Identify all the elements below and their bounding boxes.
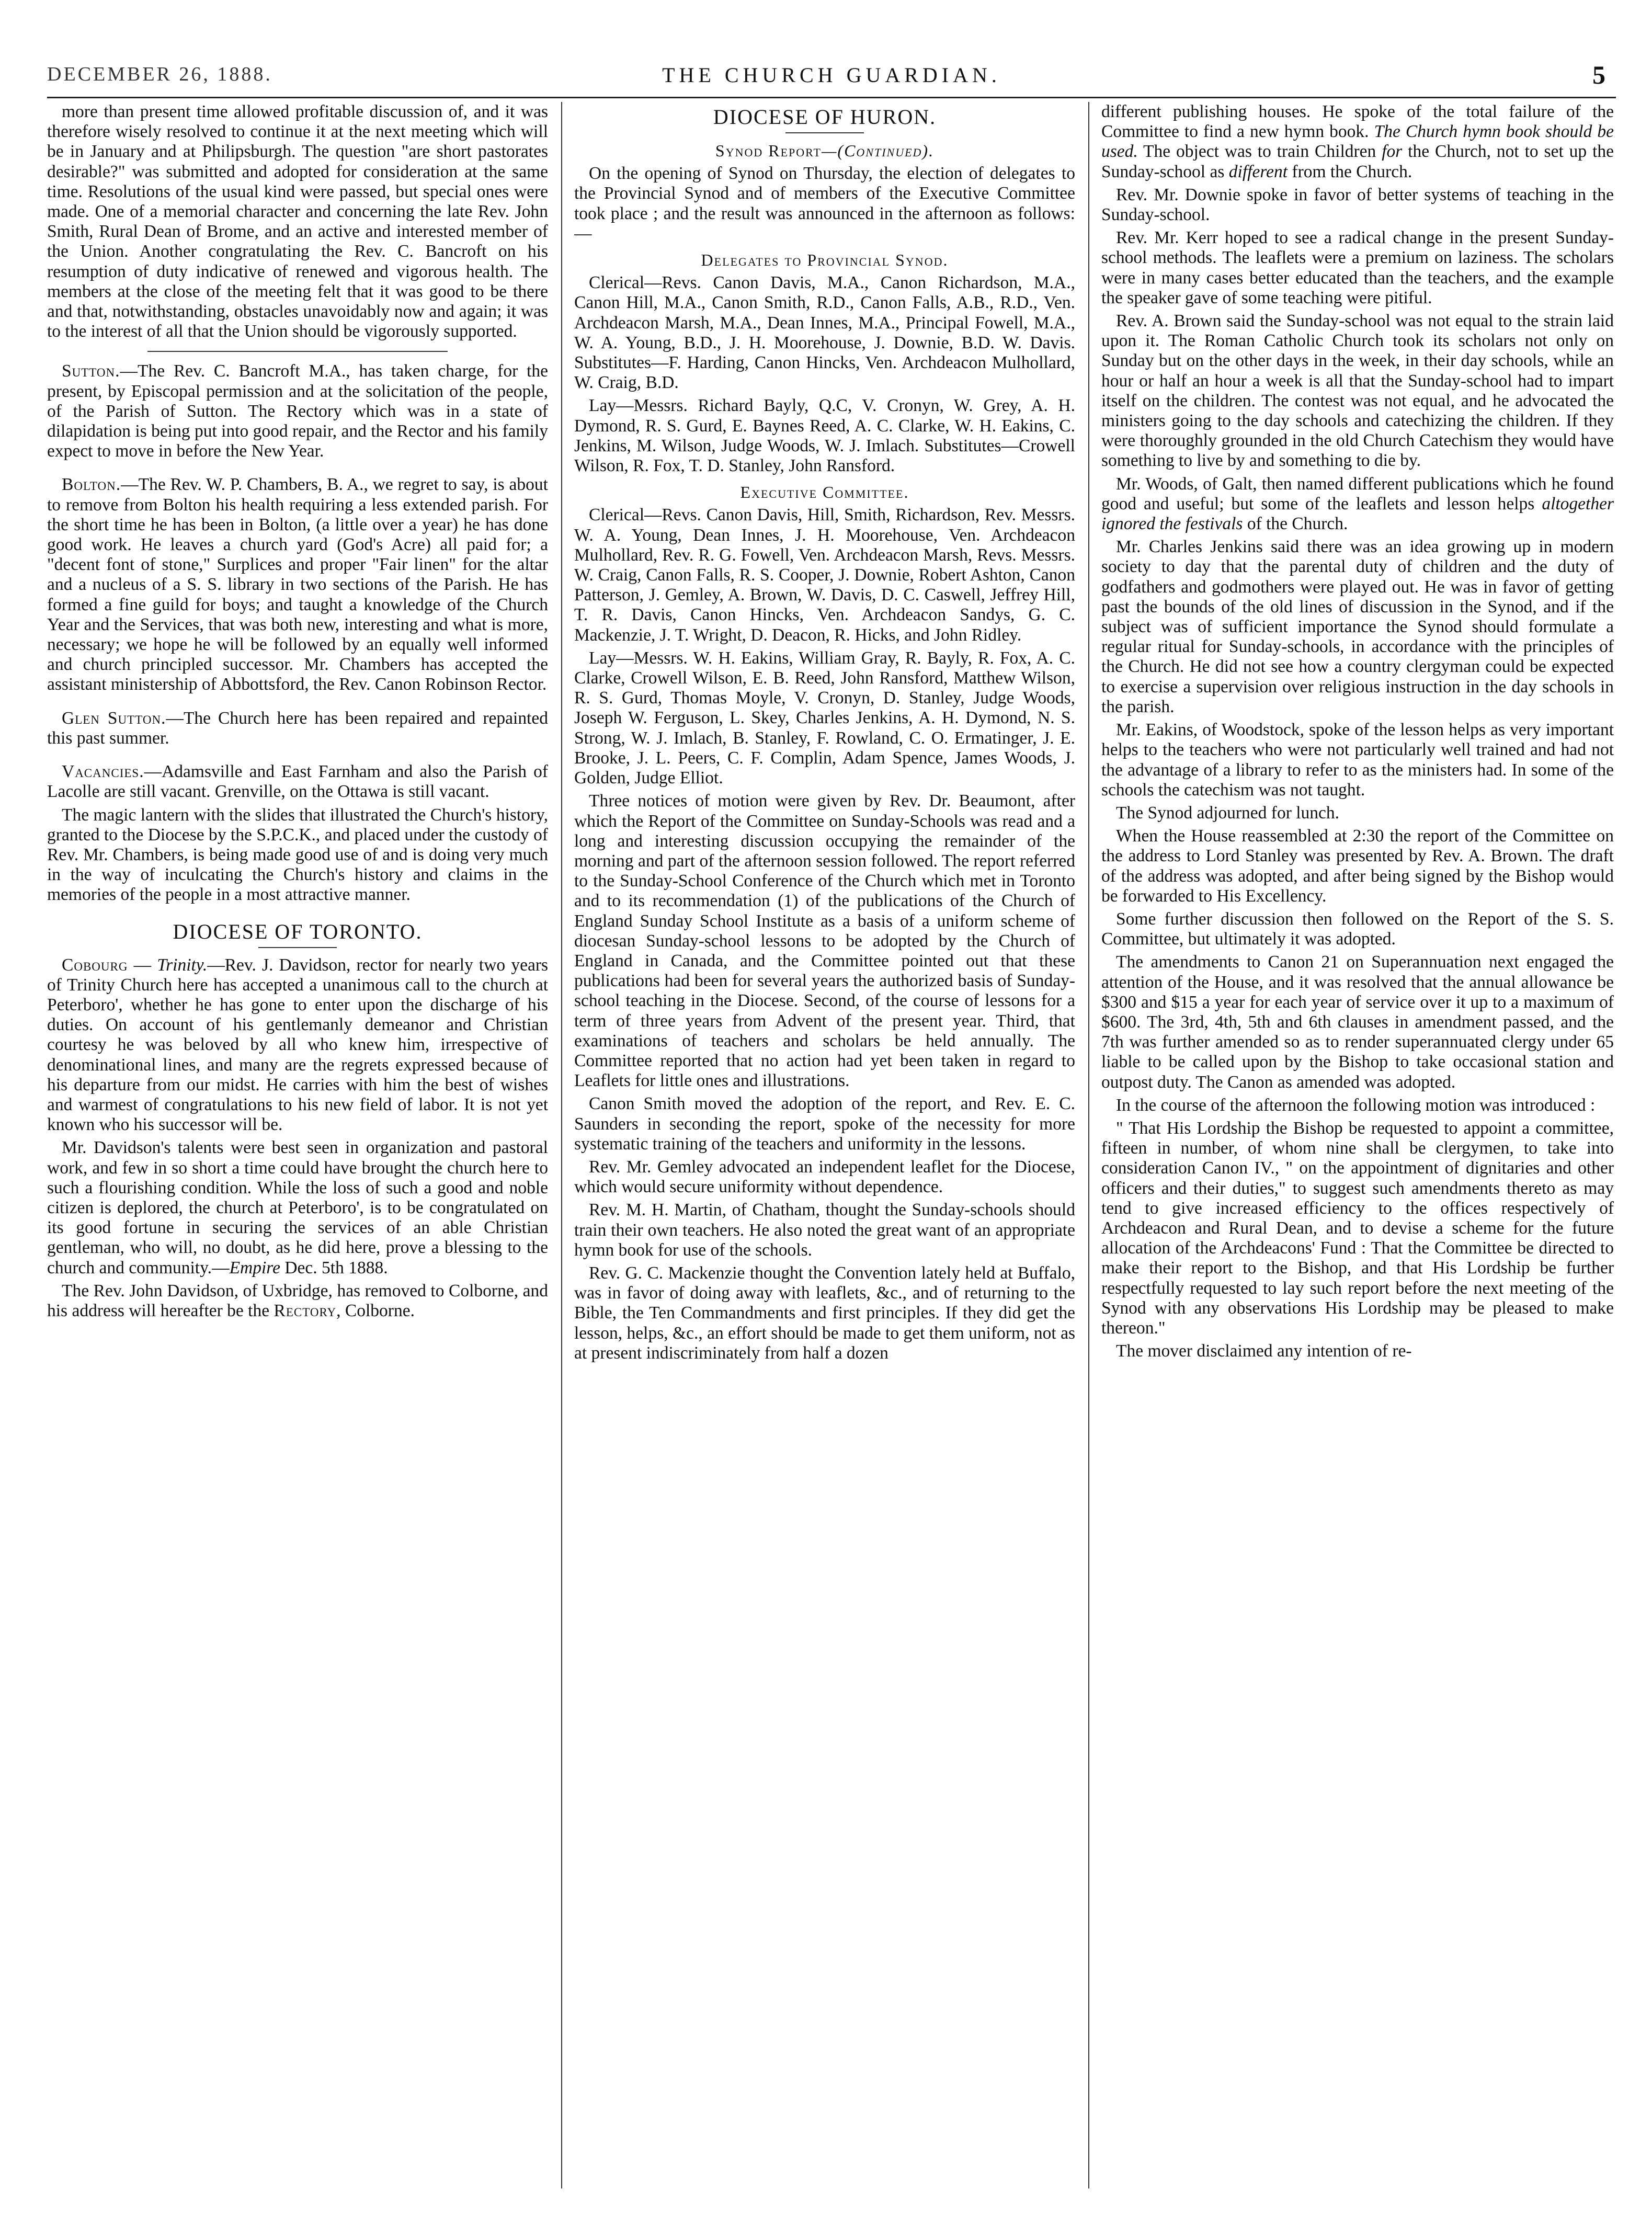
gemley-paragraph: Rev. Mr. Gemley advocated an independent leaflet for the Diocese, which would secure uniformity without dependence. [574, 1157, 1075, 1197]
eakins-paragraph: Mr. Eakins, of Woodstock, spoke of the lesson helps as very important helps to the teachers who were not particularly well trained and had not the advantage of a library to refer to as the ministers had. In some of the schools the catechism was not taught. [1101, 720, 1614, 800]
motion-paragraph: " That His Lordship the Bishop be requested to appoint a committee, fifteen in number, of whom nine shall be clergymen, to take into consideration Canon IV., " on the appointment of dignitaries and other officers and their duties," to suggest such amendments thereto as may tend to give increased efficiency to the offices respectively of Archdeacon and Rural Dean, and to devise a scheme for the future allocation of the Archdeacons' Fund : That the Committee be directed to make their report to the Bishop, and that His Lordship be further respectfully requested to lay such report before the next meeting of the Synod with any observations His Lordship may be pleased to make thereon." [1101, 1118, 1614, 1338]
section-title-huron: DIOCESE OF HURON. [713, 105, 937, 129]
item-heading: Bolton. [62, 475, 121, 495]
header-rule [47, 97, 1616, 98]
lantern-paragraph: The magic lantern with the slides that illustrated the Church's history, granted to the Diocese by the S.P.C.K., and placed under the custody of Rev. Mr. Chambers, is being made good use of and is doing very much in the way of inculcating the Church's history and claims in the memories of the people in a most attractive manner. [47, 805, 548, 905]
emphasis-text: altogether ignored the festivals [1101, 494, 1614, 534]
item-text: of the Church. [1247, 514, 1348, 534]
separator-rule [147, 351, 448, 352]
column-3 [1101, 102, 1614, 2188]
sutton-item [47, 361, 548, 461]
item-text: —The Rev. C. Bancroft M.A., has taken charge, for the present, by Episcopal permission and at the solicitation of the people, of the Parish of Sutton. The Rectory which was in a state of dilapidation is being put into good repair, and the Rector and his family expect to move in before the New Year. [47, 361, 548, 461]
section-title-toronto: DIOCESE OF TORONTO. [173, 919, 423, 943]
synod-report-heading [574, 141, 1075, 161]
item-text: from the Church. [1292, 162, 1412, 181]
further-paragraph: Some further discussion then followed on the Report of the S. S. Committee, but ultimately it was adopted. [1101, 909, 1614, 949]
item-text: the Church, not to set up the Sunday-school as [1101, 142, 1614, 181]
item-text: —Adamsville and East Farnham and also the Parish of Lacolle are still vacant. Grenville, on the Ottawa is still vacant. [47, 762, 548, 802]
item-text: , Colborne. [336, 1301, 415, 1320]
item-heading: Glen Sutton. [62, 708, 166, 728]
davidson-paragraph: Mr. Davidson's talents were best seen in organization and pastoral work, and few in so short a time could have brought the church here to such a flourishing condition. While the loss of such a good and noble citizen is deplored, the church at Peterboro', is to be congratulated on its good fortune in securing the services of an able Christian gentleman, who will, no doubt, as he did here, prove a blessing to the church and community.—Empire Dec. 5th 1888. [47, 1138, 548, 1278]
motion-intro-paragraph: In the course of the afternoon the following motion was introduced : [1116, 1095, 1596, 1115]
rectory-text: Rectory [274, 1301, 337, 1320]
title-rule [258, 947, 337, 948]
header-date: DECEMBER 26, 1888. [47, 63, 272, 85]
item-subheading: Trinity. [157, 955, 208, 975]
cobourg-item: Cobourg — Trinity.—Rev. J. Davidson, rector for nearly two years of Trinity Church here has accepted a unanimous call to the church at Peterboro', whether he has gone to enter upon the discharge of his duties. On account of his gentlemanly demeanor and Christian courtesy he was beloved by all who knew him, irrespective of denominational lines, and many are the regrets expressed because of his departure from our midst. He carries with him the best of wishes and warmest of congratulations to his new field of labor. It is not yet known who his successor will be. [47, 955, 548, 1135]
subheading-text: Synod Report [715, 141, 822, 160]
bolton-item [47, 475, 548, 694]
item-text: The Rev. John Davidson, of Uxbridge, has removed to Colborne, and his address will hereafter be the [47, 1281, 548, 1320]
item-text: —The Rev. W. P. Chambers, B. A., we regret to say, is about to remove from Bolton his health requiring a less extended parish. For the short time he has been in Bolton, (a little over a year) he has done good work. He leaves a church yard (God's Acre) all paid for; a "decent font of stone," Surplices and proper "Fair linen" for the altar and a nucleus of a S. S. library in two sections of the Parish. He has formed a fine guild for boys; and taught a knowledge of the Church Year and the Services, that was both new, interesting and what is more, necessary; we hope he will be followed by an equally well informed and church principled successor. Mr. Chambers has accepted the assistant ministership of Abbottsford, the Rev. Canon Robinson Rector. [47, 475, 548, 694]
emphasis-text: for [1382, 142, 1403, 162]
title-rule [785, 132, 864, 133]
canon21-paragraph: The amendments to Canon 21 on Superannuation next engaged the attention of the House, and it was resolved that the annual allowance be $300 and $15 a year for each year of service over it up to a maximum of $600. The 3rd, 4th, 5th and 6th clauses in amendment passed, and the 7th was further amended so as to render superannuated clergy under 65 liable to be called upon by the Bishop to take occasional station and outpost duty. The Canon as amended was adopted. [1101, 952, 1614, 1092]
item-heading: Sutton. [62, 361, 120, 381]
jenkins-paragraph: Mr. Charles Jenkins said there was an idea growing up in modern society to day that the parental duty of children and the duty of godfathers and godmothers were played out. He was in favor of getting past the bounds of the old lines of discussion in the Synod, and if the subject was of sufficient importance the Synod should formulate a regular ritual for Sunday-schools, in accordance with the principles of the Church. He did not see how a country clergyman could be expected to exercise a supervision over religious instruction in the day schools in the parish. [1101, 537, 1614, 716]
downie-paragraph: Rev. Mr. Downie spoke in favor of better systems of teaching in the Sunday-school. [1101, 185, 1614, 225]
source-date: Dec. 5th 1888. [284, 1258, 388, 1278]
woods-paragraph [1101, 474, 1614, 534]
source-name: Empire [229, 1258, 280, 1278]
delegates-heading: Delegates to Provincial Synod. [701, 250, 949, 270]
subheading-continued: —(Continued). [821, 141, 935, 160]
item-text: different publishing houses. He spoke of the total failure of the Committee to find a new hymn book. [1101, 102, 1614, 142]
executive-committee-heading: Executive Committee. [740, 483, 909, 502]
item-text: Mr. Davidson's talents were best seen in organization and pastoral work, and few in so short a time could have brought the church here to such a flourishing condition. While the loss of such a good and noble citizen is deplored, the church at Peterboro', is to be congratulated on its good fortune in securing the services of an able Christian gentleman, who will, no doubt, as he did here, prove a blessing to the church and community. [47, 1138, 548, 1278]
executive-clerical: Clerical—Revs. Canon Davis, Hill, Smith, Richardson, Rev. Messrs. W. A. Young, Dean Innes, J. H. Moorehouse, Ven. Archdeacon Mulhollard, Rev. R. G. Fowell, Ven. Archdeacon Marsh, Revs. Messrs. W. Craig, Canon Falls, R. S. Cooper, J. Downie, Robert Ashton, Canon Patterson, J. Gemley, A. Brown, W. Davis, D. C. Caswell, Jeffrey Hill, T. R. Davis, Canon Hincks, Ven. Archdeacon Sandys, G. C. Mackenzie, J. T. Wright, D. Deacon, R. Hicks, and John Ridley. [574, 505, 1075, 645]
lay-delegates: Lay—Messrs. Richard Bayly, Q.C, V. Cronyn, W. Grey, A. H. Dymond, R. S. Gurd, E. Baynes Reed, A. C. Clarke, W. H. Eakins, C. Jenkins, M. Wilson, Judge Woods, W. J. Imlach. Substitutes—Crowell Wilson, R. Fox, T. D. Stanley, John Ransford. [574, 396, 1075, 476]
column-divider [561, 102, 562, 2188]
mackenzie-paragraph: Rev. G. C. Mackenzie thought the Convention lately held at Buffalo, was in favor of doing away with leaflets, &c., and of returning to the Bible, the Ten Commandments and first principles. If they did get the lesson, helps, &c., an effort should be made to get them uniform, not as at present indiscriminately from half a dozen [574, 1263, 1075, 1363]
mover-paragraph: The mover disclaimed any intention of re- [1116, 1341, 1412, 1361]
item-text: —The Church here has been repaired and repainted this past summer. [47, 708, 548, 748]
page-number: 5 [1592, 60, 1605, 89]
column-1 [47, 102, 548, 2188]
martin-paragraph: Rev. M. H. Martin, of Chatham, thought the Sunday-schools should train their own teachers. He also noted the great want of an appropriate hymn book for use of the schools. [574, 1200, 1075, 1260]
item-text: The object was to train Children [1143, 142, 1376, 162]
kerr-paragraph: Rev. Mr. Kerr hoped to see a radical change in the present Sunday-school methods. The leaflets were a premium on laziness. The scholars were in many cases better educated than the teachers, and the example the speaker gave of some teaching were pitiful. [1101, 228, 1614, 307]
vacancies-item [47, 762, 548, 802]
continued-paragraph [1101, 102, 1614, 182]
adjourned-paragraph: The Synod adjourned for lunch. [1116, 803, 1340, 823]
smith-paragraph: Canon Smith moved the adoption of the report, and Rev. E. C. Saunders in seconding the report, spoke of the necessity for more systematic training of the teachers and uniformity in the lessons. [574, 1094, 1075, 1154]
notices-paragraph: Three notices of motion were given by Rev. Dr. Beaumont, after which the Report of the Committee on Sunday-Schools was read and a long and interesting discussion occupying the remainder of the morning and part of the afternoon session followed. The report referred to the Sunday-School Conference of the Church which met in Toronto and to its recommendation (1) of the publications of the Church of England Sunday School Institute as a basis of a uniform scheme of diocesan Sunday-school lessons to be adopted by the Church of England in Canada, and the Committee pointed out that these publications had been for several years the authorized basis of Sunday-school teaching in the Diocese. Second, of the course of lessons for a term of three years from Advent of the present year. Third, that examinations of teachers and scholars be held annually. The Committee reported that no action had yet been taken in regard to Leaflets for little ones and illustrations. [574, 791, 1075, 1091]
glen-sutton-item [47, 709, 548, 748]
emphasis-text: different [1228, 162, 1288, 181]
brown-paragraph: Rev. A. Brown said the Sunday-school was not equal to the strain laid upon it. The Roman Catholic Church took its scholars not only on Sunday but on the other days in the week, in their day schools, while an hour or half an hour a week is all that the Sunday-school had to impart itself on the children. The contest was not equal, and he advocated the ministers going to the day schools and catechizing the children. If they were thoroughly grounded in the old Church Catechism they would have something to live by and something to die by. [1101, 311, 1614, 471]
reassembled-paragraph: When the House reassembled at 2:30 the report of the Committee on the address to Lord Stanley was presented by Rev. A. Brown. The draft of the address was adopted, and after being signed by the Bishop would be forwarded to His Excellency. [1101, 826, 1614, 906]
item-text: Mr. Woods, of Galt, then named different publications which he found good and useful; but some of the leaflets and lesson helps [1101, 474, 1614, 514]
executive-lay: Lay—Messrs. W. H. Eakins, William Gray, R. Bayly, R. Fox, A. C. Clarke, Crowell Wilson, E. B. Reed, John Ransford, Matthew Wilson, R. S. Gurd, Thomas Moyle, V. Cronyn, D. Stanley, Judge Woods, Joseph W. Ferguson, L. Skey, Charles Jenkins, A. H. Dymond, N. S. Strong, W. J. Imlach, B. Stanley, F. Rowland, C. O. Ermatinger, J. E. Brooke, J. L. Peers, C. F. Complin, Adam Spence, James Woods, J. Golden, Judge Elliot. [574, 648, 1075, 788]
opening-paragraph: On the opening of Synod on Thursday, the election of delegates to the Provincial Synod and of members of the Executive Committee took place ; and the result was announced in the afternoon as follows:— [574, 164, 1075, 243]
article-paragraph: more than present time allowed profitable discussion of, and it was therefore wisely resolved to continue it at the next meeting which will be in January and at Philipsburgh. The question "are short pastorates desirable?" was submitted and adopted for consideration at the same time. Resolutions of the usual kind were passed, but special ones were made. One of a memorial character and concerning the late Rev. John Smith, Rural Dean of Brome, and an active and interested member of the Union. Another congratulating the Rev. C. Bancroft on his resumption of duty indicative of renewed and vigorous health. The members at the close of the meeting felt that it was good to be there and that, notwithstanding, obstacles unavoidably now and again; it was to the interest of all that the Union should be vigorously supported. [47, 102, 548, 341]
column-divider [1088, 102, 1089, 2188]
emphasis-text: The Church hymn book should be used. [1101, 122, 1614, 162]
newspaper-page [47, 0, 1616, 2224]
column-2 [574, 102, 1075, 2188]
uxbridge-paragraph [47, 1281, 548, 1321]
page-header [47, 60, 1616, 99]
item-text: —Rev. J. Davidson, rector for nearly two years of Trinity Church here has accepted a unanimous call to the church at Peterboro', whether he has gone to enter upon the discharge of his duties. On account of his gentlemanly demeanor and Christian courtesy he was beloved by all who knew him, irrespective of denominational lines, and many are the regrets expressed because of his departure from our midst. He carries with him the best of wishes and warmest of congratulations to his new field of labor. It is not yet known who his successor will be. [47, 955, 548, 1135]
item-heading: Vacancies. [62, 762, 144, 782]
masthead-title: THE CHURCH GUARDIAN. [662, 63, 1001, 87]
clerical-delegates: Clerical—Revs. Canon Davis, M.A., Canon Richardson, M.A., Canon Hill, M.A., Canon Smith, R.D., Canon Falls, A.B., R.D., Ven. Archdeacon Marsh, M.A., Dean Innes, M.A., Principal Fowell, M.A., W. A. Young, B.D., J. H. Moorehouse, J. Downie, B.D. W. Davis. Substitutes—F. Harding, Canon Hincks, Ven. Archdeacon Mulhollard, W. Craig, B.D. [574, 273, 1075, 393]
item-heading: Cobourg [62, 955, 128, 975]
